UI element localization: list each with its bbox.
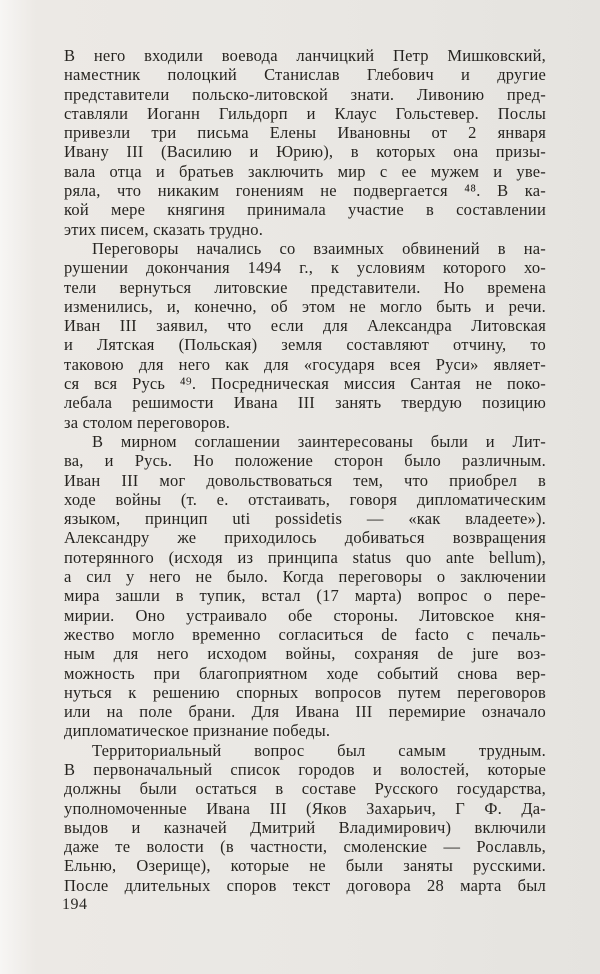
text-line: тели вернуться литовские представители. Но времена	[64, 277, 546, 297]
text-line: вала отца и братьев заключить мир с ее мужем и уве-	[64, 161, 546, 181]
paragraph	[64, 432, 546, 741]
text-line: В мирном соглашении заинтересованы были и Лит-	[92, 431, 546, 451]
text-line: Иван III мог довольствоваться тем, что приобрел в	[64, 470, 546, 490]
text-line: этих писем, сказать трудно.	[64, 219, 264, 239]
page-text	[64, 46, 546, 895]
text-line: должны были остаться в составе Русского государства,	[64, 779, 546, 799]
text-line: ряла, что никаким гонениям не подвергается ⁴⁸. В ка-	[64, 181, 546, 201]
text-line: за столом переговоров.	[64, 412, 231, 432]
text-line: Ельню, Озерище), которые не были заняты русскими.	[64, 856, 546, 876]
text-line: лебала решимости Ивана III занять твердую позицию	[64, 393, 546, 413]
text-line: наместник полоцкий Станислав Глебович и другие	[64, 65, 546, 85]
text-line: а сил у него не было. Когда переговоры о заключении	[64, 567, 546, 587]
text-line: выдов и казначей Дмитрий Владимирович) включили	[64, 817, 546, 837]
page-number: 194	[62, 896, 88, 913]
text-line: Иван III заявил, что если для Александра Литовская	[64, 316, 546, 336]
text-line: и Лятская (Польская) земля составляют отчину, то	[64, 335, 546, 355]
text-line: Территориальный вопрос был самым трудным.	[92, 740, 546, 760]
paragraph	[64, 741, 546, 895]
text-line: Ивану III (Василию и Юрию), в которых она призы-	[64, 142, 546, 162]
text-line: изменились, и, конечно, об этом не могло быть и речи.	[64, 296, 546, 316]
text-line: ставляли Иоганн Гильдорп и Клаус Гольстевер. Послы	[64, 103, 546, 123]
text-line: дипломатическое признание победы.	[64, 721, 331, 741]
text-line: кой мере княгиня принимала участие в составлении	[64, 200, 546, 220]
text-line: таковою для него как для «государя всея Руси» являет-	[64, 354, 546, 374]
text-line: Переговоры начались со взаимных обвинений в на-	[92, 238, 546, 258]
text-line: мирии. Оно устраивало обе стороны. Литовское кня-	[64, 605, 546, 625]
text-line: рушении докончания 1494 г., к условиям которого хо-	[64, 258, 546, 278]
paragraph	[64, 239, 546, 432]
text-line: В него входили воевода ланчицкий Петр Мишковский,	[64, 46, 546, 65]
text-line: ходе войны (т. е. отстаивать, говоря дипломатическим	[64, 489, 546, 509]
text-line: представители польско-литовской знати. Ливонию пред-	[64, 84, 546, 104]
text-line: После длительных споров текст договора 28 марта был	[64, 875, 546, 895]
text-line: В первоначальный список городов и волостей, которые	[64, 759, 546, 779]
text-line: жество могло временно согласиться de facto с печаль-	[64, 624, 546, 644]
text-line: уполномоченные Ивана III (Яков Захарьич, Г Ф. Да-	[64, 798, 546, 818]
text-line: нуться к решению спорных вопросов путем переговоров	[64, 682, 546, 702]
text-line: Александру же приходилось добиваться возвращения	[64, 528, 546, 548]
text-line: потерянного (исходя из принципа status quo ante bellum),	[64, 547, 546, 567]
text-line: или на поле брани. Для Ивана III перемирие означало	[64, 702, 546, 722]
text-line: можность при благоприятном ходе событий снова вер-	[64, 663, 546, 683]
text-line: даже те волости (в частности, смоленские — Рославль,	[64, 837, 546, 857]
paragraph	[64, 46, 546, 239]
text-line: привезли три письма Елены Ивановны от 2 января	[64, 123, 546, 143]
text-line: ся вся Русь ⁴⁹. Посредническая миссия Сантая не поко-	[64, 374, 546, 394]
text-line: ва, и Русь. Но положение сторон было различным.	[64, 451, 546, 471]
text-line: мира зашли в тупик, встал (17 марта) вопрос о пере-	[64, 586, 546, 606]
text-line: ным для него исходом войны, сохраняя de jure воз-	[64, 644, 546, 664]
text-line: языком, принцип uti possidetis — «как владеете»).	[64, 509, 546, 529]
